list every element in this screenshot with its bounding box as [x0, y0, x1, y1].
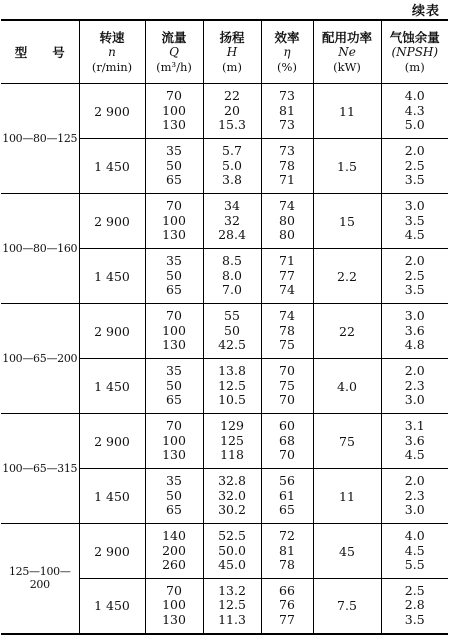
- model-cell: 100—80—125: [1, 84, 79, 194]
- power-cell: 4.0: [313, 359, 381, 414]
- npsh-cell: [381, 249, 448, 304]
- table-row: [1, 414, 448, 469]
- npsh-cell-value: 3.6: [404, 432, 425, 448]
- head-cell-value: 129: [220, 417, 244, 433]
- head-cell: [203, 249, 261, 304]
- npsh-cell-value: 3.5: [404, 172, 425, 188]
- npsh-cell-value: 4.5: [404, 447, 425, 463]
- speed-cell: 1 450: [79, 359, 145, 414]
- efficiency-cell-value: 74: [279, 282, 295, 298]
- efficiency-cell: [261, 414, 313, 469]
- flow-cell-value: 35: [166, 142, 182, 158]
- efficiency-cell: [261, 579, 313, 634]
- efficiency-cell-value: 70: [279, 362, 295, 378]
- flow-cell: [145, 139, 203, 194]
- header-npsh: 气蚀余量 (NPSH) (m): [381, 20, 448, 84]
- flow-cell-value: 70: [166, 197, 182, 213]
- head-cell-value: 50: [224, 322, 240, 338]
- flow-cell: [145, 249, 203, 304]
- head-cell-value: 50.0: [218, 542, 246, 558]
- head-cell-value: 13.8: [218, 362, 246, 378]
- head-cell: [203, 524, 261, 579]
- efficiency-cell-value: 78: [279, 322, 295, 338]
- flow-cell-value: 65: [166, 502, 182, 518]
- npsh-cell-value: 3.5: [404, 282, 425, 298]
- flow-cell-value: 130: [162, 227, 186, 243]
- npsh-cell-value: 3.0: [404, 197, 425, 213]
- npsh-cell: [381, 579, 448, 634]
- power-cell: 11: [313, 84, 381, 139]
- npsh-cell-value: 3.0: [404, 392, 425, 408]
- efficiency-cell-value: 66: [279, 582, 295, 598]
- npsh-cell-value: 3.1: [404, 417, 425, 433]
- efficiency-cell-value: 72: [279, 527, 295, 543]
- npsh-cell: [381, 194, 448, 249]
- npsh-cell-value: 3.0: [404, 307, 425, 323]
- efficiency-cell-value: 80: [279, 212, 295, 228]
- flow-cell-value: 140: [162, 527, 186, 543]
- head-cell: [203, 579, 261, 634]
- npsh-cell: [381, 414, 448, 469]
- efficiency-cell-value: 73: [279, 142, 295, 158]
- npsh-cell-value: 2.0: [404, 142, 425, 158]
- npsh-cell-value: 2.0: [404, 252, 425, 268]
- header-head: 扬程 H (m): [203, 20, 261, 84]
- npsh-cell-value: 2.3: [404, 487, 425, 503]
- efficiency-cell-value: 74: [279, 197, 295, 213]
- efficiency-cell: [261, 249, 313, 304]
- continued-label: 续表: [411, 4, 440, 19]
- flow-cell: [145, 524, 203, 579]
- npsh-cell: [381, 84, 448, 139]
- npsh-cell-value: 4.3: [404, 102, 425, 118]
- efficiency-cell: [261, 524, 313, 579]
- head-cell-value: 8.5: [222, 252, 242, 268]
- npsh-cell-value: 2.8: [404, 597, 425, 613]
- head-cell-value: 8.0: [222, 267, 242, 283]
- power-cell: 22: [313, 304, 381, 359]
- flow-cell-value: 100: [162, 597, 186, 613]
- flow-cell-value: 100: [162, 102, 186, 118]
- npsh-cell-value: 2.5: [404, 157, 425, 173]
- flow-cell-value: 130: [162, 117, 186, 133]
- flow-cell-value: 100: [162, 322, 186, 338]
- efficiency-cell-value: 81: [279, 102, 295, 118]
- efficiency-cell-value: 76: [279, 597, 295, 613]
- npsh-cell-value: 2.3: [404, 377, 425, 393]
- npsh-cell-value: 2.5: [404, 267, 425, 283]
- efficiency-cell-value: 56: [279, 472, 295, 488]
- speed-cell: 2 900: [79, 524, 145, 579]
- flow-cell-value: 70: [166, 582, 182, 598]
- header-row: [1, 20, 448, 84]
- model-cell: 100—65—200: [1, 304, 79, 414]
- flow-cell-value: 70: [166, 417, 182, 433]
- flow-cell: [145, 414, 203, 469]
- npsh-cell: [381, 469, 448, 524]
- head-cell-value: 5.0: [222, 157, 242, 173]
- head-cell-value: 11.3: [218, 612, 246, 628]
- efficiency-cell-value: 73: [279, 117, 295, 133]
- head-cell: [203, 84, 261, 139]
- power-cell: 2.2: [313, 249, 381, 304]
- head-cell-value: 5.7: [222, 142, 242, 158]
- speed-cell: 1 450: [79, 469, 145, 524]
- npsh-cell-value: 2.0: [404, 472, 425, 488]
- model-cell: 100—80—160: [1, 194, 79, 304]
- head-cell-value: 125: [220, 432, 244, 448]
- head-cell: [203, 469, 261, 524]
- npsh-cell-value: 5.5: [404, 557, 425, 573]
- header-efficiency: 效率 η (%): [261, 20, 313, 84]
- flow-cell-value: 100: [162, 212, 186, 228]
- speed-cell: 2 900: [79, 84, 145, 139]
- flow-cell-value: 35: [166, 362, 182, 378]
- efficiency-cell-value: 78: [279, 557, 295, 573]
- efficiency-cell-value: 81: [279, 542, 295, 558]
- flow-cell-value: 70: [166, 87, 182, 103]
- flow-cell-value: 50: [166, 487, 182, 503]
- efficiency-cell-value: 68: [279, 432, 295, 448]
- flow-cell-value: 130: [162, 612, 186, 628]
- efficiency-cell: [261, 194, 313, 249]
- table-row: [1, 524, 448, 579]
- head-cell-value: 45.0: [218, 557, 246, 573]
- head-cell-value: 20: [224, 102, 240, 118]
- model-cell: 100—65—315: [1, 414, 79, 524]
- head-cell-value: 28.4: [218, 227, 246, 243]
- head-cell-value: 12.5: [218, 597, 246, 613]
- flow-cell-value: 50: [166, 267, 182, 283]
- model-cell: 125—100—200: [1, 524, 79, 634]
- flow-cell-value: 65: [166, 282, 182, 298]
- npsh-cell-value: 3.5: [404, 212, 425, 228]
- flow-cell: [145, 304, 203, 359]
- efficiency-cell: [261, 304, 313, 359]
- power-cell: 75: [313, 414, 381, 469]
- flow-cell-value: 130: [162, 447, 186, 463]
- flow-cell: [145, 359, 203, 414]
- head-cell-value: 3.8: [222, 172, 242, 188]
- efficiency-cell-value: 70: [279, 447, 295, 463]
- npsh-cell-value: 4.0: [404, 527, 425, 543]
- head-cell: [203, 139, 261, 194]
- npsh-cell-value: 2.5: [404, 582, 425, 598]
- head-cell-value: 118: [220, 447, 244, 463]
- efficiency-cell-value: 77: [279, 267, 295, 283]
- power-cell: 1.5: [313, 139, 381, 194]
- flow-cell-value: 35: [166, 252, 182, 268]
- efficiency-cell-value: 71: [279, 172, 295, 188]
- efficiency-cell-value: 73: [279, 87, 295, 103]
- efficiency-cell-value: 65: [279, 502, 295, 518]
- header-flow: 流量 Q (m³/h): [145, 20, 203, 84]
- header-power: 配用功率 Ne (kW): [313, 20, 381, 84]
- head-cell-value: 42.5: [218, 337, 246, 353]
- speed-cell: 1 450: [79, 249, 145, 304]
- head-cell-value: 32.0: [218, 487, 246, 503]
- power-cell: 15: [313, 194, 381, 249]
- head-cell: [203, 359, 261, 414]
- flow-cell-value: 130: [162, 337, 186, 353]
- power-cell: 45: [313, 524, 381, 579]
- table-row: [1, 84, 448, 139]
- pump-performance-table: [1, 19, 448, 635]
- head-cell-value: 55: [224, 307, 240, 323]
- head-cell-value: 34: [224, 197, 240, 213]
- header-model: 型 号: [1, 20, 79, 84]
- efficiency-cell: [261, 139, 313, 194]
- head-cell-value: 22: [224, 87, 240, 103]
- flow-cell-value: 70: [166, 307, 182, 323]
- npsh-cell: [381, 139, 448, 194]
- npsh-cell-value: 4.5: [404, 227, 425, 243]
- efficiency-cell-value: 77: [279, 612, 295, 628]
- flow-cell-value: 260: [162, 557, 186, 573]
- speed-cell: 2 900: [79, 414, 145, 469]
- efficiency-cell: [261, 359, 313, 414]
- head-cell-value: 13.2: [218, 582, 246, 598]
- efficiency-cell: [261, 469, 313, 524]
- head-cell: [203, 414, 261, 469]
- efficiency-cell-value: 75: [279, 377, 295, 393]
- head-cell-value: 30.2: [218, 502, 246, 518]
- flow-cell: [145, 194, 203, 249]
- head-cell-value: 12.5: [218, 377, 246, 393]
- npsh-cell-value: 3.6: [404, 322, 425, 338]
- flow-cell-value: 65: [166, 172, 182, 188]
- npsh-cell: [381, 524, 448, 579]
- npsh-cell-value: 4.0: [404, 87, 425, 103]
- speed-cell: 2 900: [79, 304, 145, 359]
- efficiency-cell-value: 75: [279, 337, 295, 353]
- speed-cell: 2 900: [79, 194, 145, 249]
- npsh-cell-value: 2.0: [404, 362, 425, 378]
- head-cell-value: 52.5: [218, 527, 246, 543]
- head-cell-value: 10.5: [218, 392, 246, 408]
- npsh-cell-value: 3.0: [404, 502, 425, 518]
- npsh-cell-value: 3.5: [404, 612, 425, 628]
- efficiency-cell-value: 80: [279, 227, 295, 243]
- efficiency-cell-value: 71: [279, 252, 295, 268]
- table-row: [1, 194, 448, 249]
- flow-cell-value: 50: [166, 157, 182, 173]
- npsh-cell-value: 4.5: [404, 542, 425, 558]
- power-cell: 7.5: [313, 579, 381, 634]
- flow-cell: [145, 579, 203, 634]
- efficiency-cell-value: 60: [279, 417, 295, 433]
- npsh-cell: [381, 304, 448, 359]
- flow-cell-value: 35: [166, 472, 182, 488]
- npsh-cell: [381, 359, 448, 414]
- flow-cell: [145, 469, 203, 524]
- efficiency-cell-value: 61: [279, 487, 295, 503]
- flow-cell: [145, 84, 203, 139]
- head-cell: [203, 304, 261, 359]
- flow-cell-value: 65: [166, 392, 182, 408]
- header-speed: 转速 n (r/min): [79, 20, 145, 84]
- flow-cell-value: 50: [166, 377, 182, 393]
- head-cell: [203, 194, 261, 249]
- head-cell-value: 7.0: [222, 282, 242, 298]
- speed-cell: 1 450: [79, 139, 145, 194]
- head-cell-value: 32: [224, 212, 240, 228]
- flow-cell-value: 100: [162, 432, 186, 448]
- power-cell: 11: [313, 469, 381, 524]
- efficiency-cell-value: 78: [279, 157, 295, 173]
- efficiency-cell-value: 70: [279, 392, 295, 408]
- efficiency-cell-value: 74: [279, 307, 295, 323]
- efficiency-cell: [261, 84, 313, 139]
- npsh-cell-value: 5.0: [404, 117, 425, 133]
- flow-cell-value: 200: [162, 542, 186, 558]
- speed-cell: 1 450: [79, 579, 145, 634]
- npsh-cell-value: 4.8: [404, 337, 425, 353]
- head-cell-value: 32.8: [218, 472, 246, 488]
- head-cell-value: 15.3: [218, 117, 246, 133]
- table-row: [1, 304, 448, 359]
